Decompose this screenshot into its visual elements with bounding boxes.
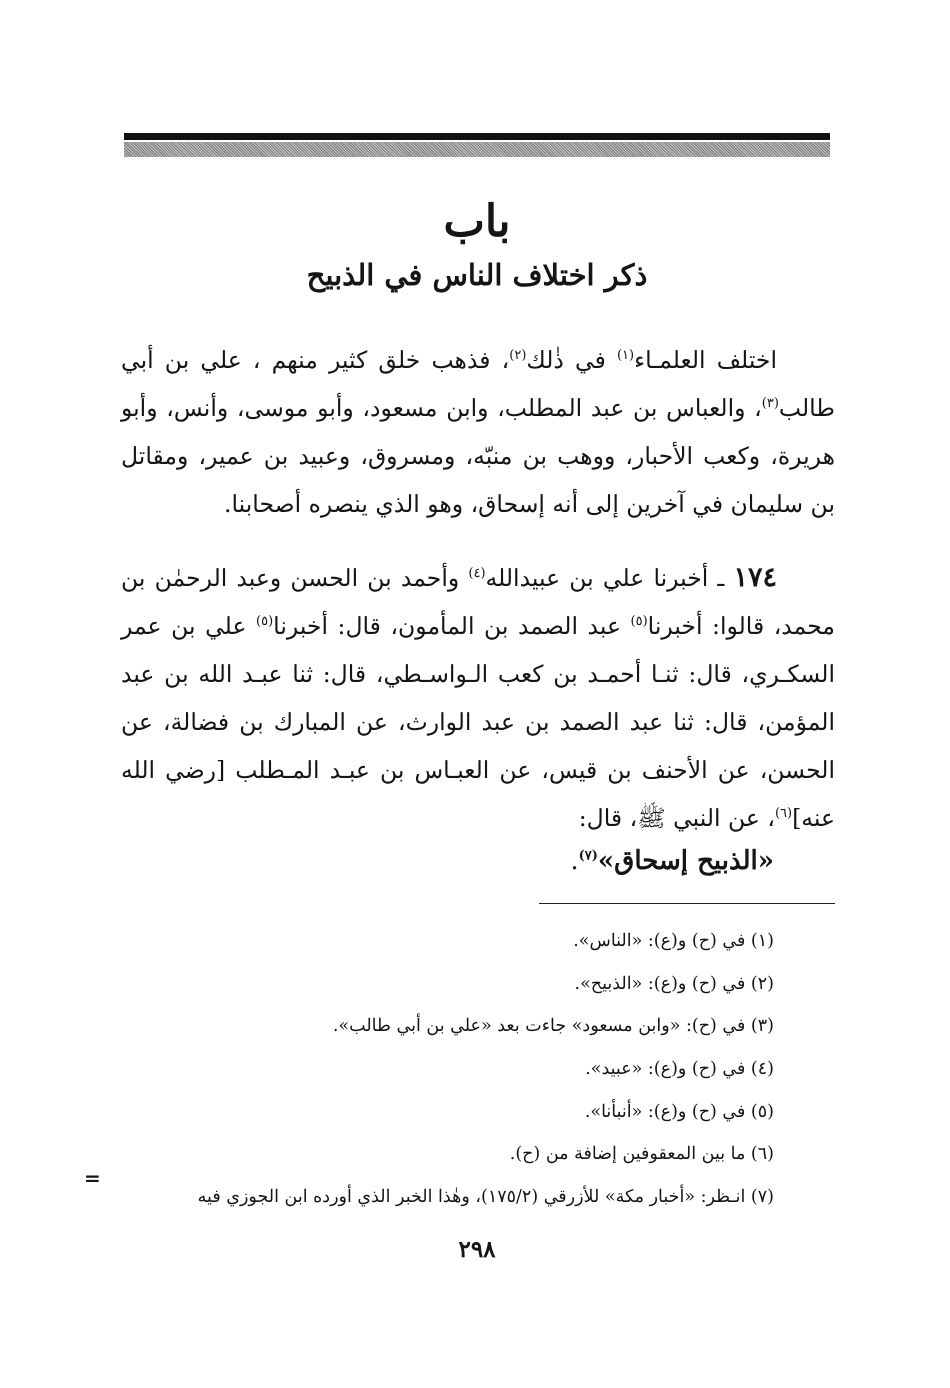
paragraph-text: ـ أخبرنا علي بن عبيدالله xyxy=(485,564,734,592)
hadith-quote xyxy=(570,846,774,876)
paragraph-text: اختلف العلمـاء xyxy=(634,346,777,374)
decorative-header-band xyxy=(124,133,830,159)
footnote-ref: (٧) xyxy=(578,848,598,864)
chapter-title: باب xyxy=(443,196,511,247)
footnote-ref: (٥) xyxy=(256,614,274,630)
page-number: ٢٩٨ xyxy=(458,1236,496,1263)
paragraph-text: ، فذهب خلق كثير منهم ، علي بن أبي طالب xyxy=(121,346,835,422)
footnote-separator xyxy=(539,903,835,904)
paragraph-intro xyxy=(121,336,835,528)
footnote-item: (١) في (ح) و(ع): «الناس». xyxy=(573,931,774,951)
footnote-continuation-mark: = xyxy=(84,1166,101,1190)
paragraph-text: وأحمد بن الحسن وعبد الرحمٰن بن محمد، قالوا: أخبرنا xyxy=(121,564,835,640)
paragraph-text: علي بن عمر السكـري، قال: ثنـا أحمـد بن كعب الـواسـطي، قال: ثنا عبـد الله بن عبد المؤمن، قال: ثنا عبد الصمد بن عبد الوارث، عن المبارك بن فضالة، عن الحسن، عن الأحنف بن قيس، عن العبـاس بن عبـد المـطلب [رضي الله عنه] xyxy=(121,612,835,832)
paragraph-text: ، عن النبي ﷺ، قال: xyxy=(578,804,775,832)
hadith-number: ١٧٤ xyxy=(733,562,778,593)
footnote-ref: (٦) xyxy=(774,806,793,822)
footnote-ref: (٥) xyxy=(630,614,648,630)
footnote-item: (٥) في (ح) و(ع): «أنبأنا». xyxy=(584,1101,774,1122)
chapter-subtitle: ذكر اختلاف الناس في الذبيح xyxy=(306,258,648,292)
hadith-paragraph xyxy=(121,554,835,842)
footnote-item: (٢) في (ح) و(ع): «الذبيح». xyxy=(574,973,774,994)
footnote-ref: (١) xyxy=(616,348,635,364)
footnote-ref: (٤) xyxy=(468,566,486,582)
paragraph-text: عبد الصمد بن المأمون، قال: أخبرنا xyxy=(273,612,631,640)
paragraph-text: في ذٰلك xyxy=(526,346,617,374)
quote-text: «الذبيح إسحاق» xyxy=(597,846,774,876)
quote-tail: . xyxy=(570,846,579,876)
footnote-item: (٦) ما بين المعقوفين إضافة من (ح). xyxy=(509,1144,774,1165)
header-rule-hatched xyxy=(124,142,830,157)
footnote-item: (٤) في (ح) و(ع): «عبيد». xyxy=(585,1059,774,1080)
footnote-item: (٧) انـظر: «أخبار مكة» للأزرقي (١٧٥/٢)، وهٰذا الخبر الذي أورده ابن الجوزي فيه xyxy=(197,1187,774,1208)
paragraph-text: ، والعباس بن عبد المطلب، وابن مسعود، وأبو موسى، وأنس، وأبو هريرة، وكعب الأحبار، ووهب بن منبّه، ومسروق، وعبيد بن عمير، ومقاتل بن سليمان في آخرين إلى أنه إسحاق، وهو الذي ينصره أصحابنا. xyxy=(121,394,835,518)
footnote-item: (٣) في (ح): «وابن مسعود» جاءت بعد «علي بن أبي طالب». xyxy=(332,1016,774,1037)
footnote-ref: (٣) xyxy=(761,396,779,412)
footnote-ref: (٢) xyxy=(509,348,527,364)
footnotes-list xyxy=(74,920,774,1219)
header-rule-thick xyxy=(124,133,830,140)
